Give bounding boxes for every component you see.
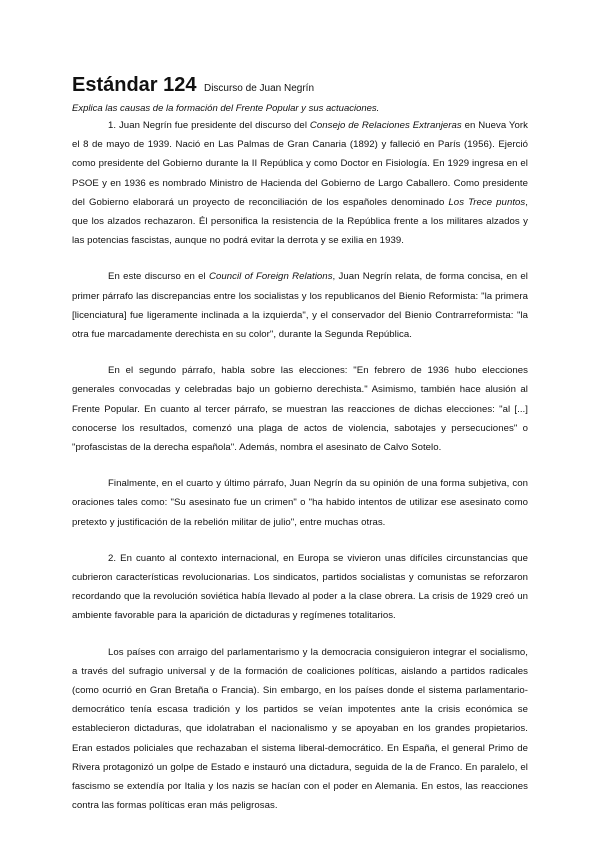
paragraph-1-italic-council: Consejo de Relaciones Extranjeras <box>309 120 462 131</box>
paragraph-1 <box>72 116 528 250</box>
page-title-subtitle: Discurso de Juan Negrín <box>203 83 315 94</box>
paragraph-2-text-b: , Juan Negrín relata, de forma concisa, en el primer párrafo las discrepancias entre los socialistas y los republicanos del Bienio Reformista: "la primera [licenciatura] fue ligeramente inclinada a la izquierda", y el conservador del Bienio Contrarreformista: "la otra fue marcadamente derechista en su color", durante la Segunda República. <box>72 271 528 341</box>
paragraph-2-italic-council: Council of Foreign Relations <box>208 271 333 283</box>
document-body <box>72 116 528 833</box>
paragraph-2 <box>72 267 528 344</box>
page-title: Estándar 124 <box>72 74 197 96</box>
paragraph-1-text-b: en Nueva York el 8 de mayo de 1939. Nació en Las Palmas de Gran Canaria (1892) y falleció en París (1956). Ejerció como presidente del Gobierno durante la II República y como Doctor en Fisiología. En 1929 ingresa en el PSOE y en 1936 es nombrado Ministro de Hacienda del Gobierno de Largo Caballero. Como presidente del Gobierno elaborará un proyecto de reconciliación de los españoles denominado <box>72 120 528 208</box>
title-line <box>72 74 542 100</box>
paragraph-2-text-a: En este discurso en el <box>108 271 209 283</box>
paragraph-4: Finalmente, en el cuarto y último párrafo, Juan Negrín da su opinión de una forma subjetiva, con oraciones tales como: "Su asesinato fue un crimen" o "ha habido intentos de utilizar ese asesinato como pretexto y justificación de la rebelión militar de julio", entre muchas otras. <box>72 478 528 528</box>
document-header <box>72 74 542 116</box>
paragraph-3: En el segundo párrafo, habla sobre las elecciones: "En febrero de 1936 hubo elecciones generales convocadas y celebradas bajo un gobierno derechista." Asimismo, también hace alusión al Frente Popular. En cuanto al tercer párrafo, se muestran las reacciones de dichas elecciones: "al [...] conocerse los resultados, comenzó una plaga de actos de violencia, sabotajes y persecuciones" o "profascistas de la derecha española". Además, nombra el asesinato de Calvo Sotelo. <box>72 365 528 454</box>
paragraph-1-text-a: 1. Juan Negrín fue presidente del discurso del <box>108 120 310 131</box>
paragraph-5: 2. En cuanto al contexto internacional, en Europa se vivieron unas difíciles circunstancias que cubrieron características revolucionarias. Los sindicatos, partidos socialistas y comunistas se reforzaron recordando que la revolución soviética había llevado al poder a la clase obrera. La crisis de 1929 creó un ambiente favorable para la aparición de dictaduras y regímenes totalitarios. <box>72 552 528 622</box>
paragraph-1-italic-trece-puntos: Los Trece puntos <box>448 196 526 208</box>
paragraph-6: Los países con arraigo del parlamentarismo y la democracia consiguieron integrar el socialismo, a través del sufragio universal y de la formación de coaliciones políticas, aislando a partidos radicales (como ocurrió en Gran Bretaña o Francia). Sin embargo, en los países donde el sistema parlamentario-democrático tenía escasa tradición y los partidos se veían impotentes ante la crisis económica se establecieron dictaduras, que idolatraban el nacionalismo y se apoyaban en los grandes propietarios. Eran estados policiales que rechazaban el sistema liberal-democrático. En España, el general Primo de Rivera protagonizó un golpe de Estado e instauró una dictadura, seguida de la de Franco. En paralelo, el fascismo se extendía por Italia y los nazis se hacían con el poder en Alemania. En estos, las reacciones contra las formas políticas eran más peligrosas. <box>72 646 528 812</box>
paragraph-1-text-c: , que los alzados rechazaron. Él personifica la resistencia de la República frente a los militares alzados y las potencias fascistas, aunque no podrá evitar la derrota y se exilia en 1939. <box>72 196 528 247</box>
task-statement: Explica las causas de la formación del Frente Popular y sus actuaciones. <box>72 103 380 114</box>
